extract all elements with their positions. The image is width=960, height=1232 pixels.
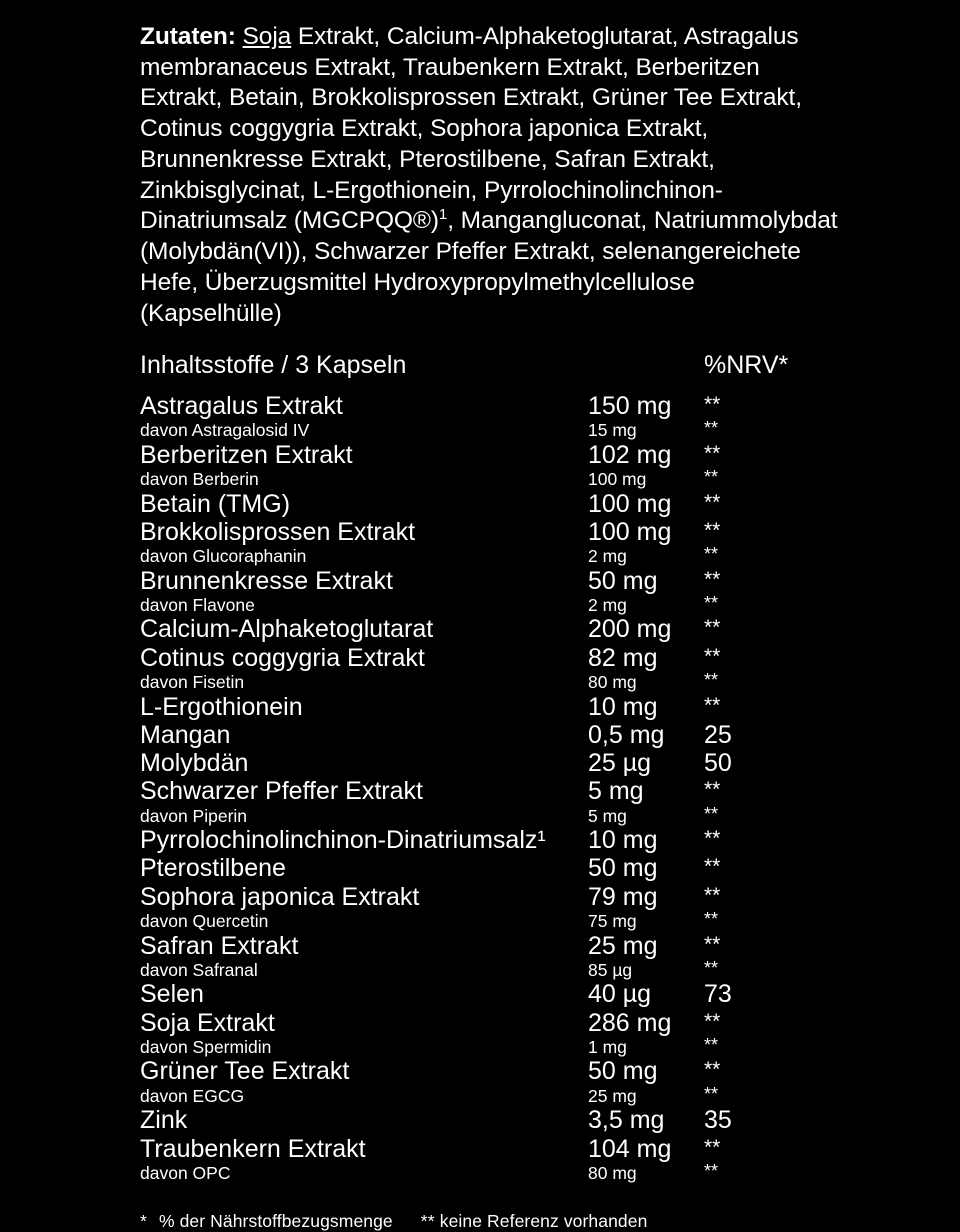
table-cell-amount: 80 mg xyxy=(588,671,637,692)
footnote-marker-1: * xyxy=(140,1211,147,1232)
table-row xyxy=(140,1057,800,1085)
footnote-text-1: % der Nährstoffbezugsmenge xyxy=(158,1211,393,1232)
table-cell-name: Soja Extrakt xyxy=(140,1008,275,1037)
table-cell-name: davon Fisetin xyxy=(140,671,245,692)
footnote-text-2: keine Referenz vorhanden xyxy=(439,1211,648,1232)
footnote-marker-2: ** xyxy=(420,1211,435,1232)
table-row xyxy=(140,441,800,469)
table-row xyxy=(140,1034,800,1058)
table-row xyxy=(140,1083,800,1107)
table-cell-name: Zink xyxy=(140,1106,188,1135)
ingredients-footnote-marker: 1 xyxy=(438,206,448,224)
table-row xyxy=(140,592,800,616)
table-row xyxy=(140,957,800,981)
table-cell-nrv: ** xyxy=(704,644,721,668)
table-cell-amount: 3,5 mg xyxy=(588,1106,665,1135)
table-cell-name: Schwarzer Pfeffer Extrakt xyxy=(140,777,423,806)
ingredients-paragraph xyxy=(140,22,840,329)
table-cell-amount: 75 mg xyxy=(588,910,637,931)
table-row xyxy=(140,1135,800,1163)
table-cell-name: davon Piperin xyxy=(140,805,248,826)
table-cell-amount: 2 mg xyxy=(588,594,627,615)
table-cell-name: Brunnenkresse Extrakt xyxy=(140,566,393,595)
table-cell-amount: 286 mg xyxy=(588,1008,672,1037)
table-cell-name: Mangan xyxy=(140,720,231,749)
table-cell-amount: 102 mg xyxy=(588,440,672,469)
table-cell-name: Astragalus Extrakt xyxy=(140,391,343,420)
table-cell-amount: 79 mg xyxy=(588,882,658,911)
table-cell-amount: 25 µg xyxy=(588,749,652,778)
table-cell-nrv: ** xyxy=(704,957,719,978)
table-cell-name: Sophora japonica Extrakt xyxy=(140,882,420,911)
table-row xyxy=(140,615,800,643)
table-row xyxy=(140,567,800,595)
table-cell-nrv: ** xyxy=(704,932,721,956)
table-cell-nrv: ** xyxy=(704,518,721,542)
table-cell-name: davon EGCG xyxy=(140,1085,245,1106)
table-cell-name: Cotinus coggygria Extrakt xyxy=(140,643,425,672)
ingredients-first-underlined: Soja xyxy=(242,23,292,50)
table-cell-nrv: ** xyxy=(704,567,721,591)
table-row xyxy=(140,854,800,882)
table-cell-nrv: ** xyxy=(704,1160,719,1181)
table-cell-amount: 82 mg xyxy=(588,643,658,672)
table-header-name: Inhaltsstoffe / 3 Kapseln xyxy=(140,351,407,380)
table-cell-nrv: 50 xyxy=(704,749,732,778)
table-cell-name: davon Flavone xyxy=(140,594,255,615)
table-cell-name: Traubenkern Extrakt xyxy=(140,1134,366,1163)
table-cell-amount: 85 µg xyxy=(588,959,633,980)
table-cell-amount: 150 mg xyxy=(588,391,672,420)
table-cell-name: Selen xyxy=(140,980,204,1009)
table-cell-amount: 100 mg xyxy=(588,489,672,518)
table-cell-nrv: ** xyxy=(704,1083,719,1104)
table-cell-nrv: ** xyxy=(704,441,721,465)
table-cell-name: davon OPC xyxy=(140,1162,231,1183)
table-cell-amount: 50 mg xyxy=(588,854,658,883)
table-cell-amount: 10 mg xyxy=(588,826,658,855)
table-cell-nrv: ** xyxy=(704,1034,719,1055)
table-cell-nrv: ** xyxy=(704,616,721,640)
table-row xyxy=(140,392,800,420)
nutrition-table xyxy=(140,347,800,1183)
table-cell-amount: 1 mg xyxy=(588,1036,627,1057)
table-cell-name: Pyrrolochinolinchinon-Dinatriumsalz¹ xyxy=(140,826,546,855)
table-cell-amount: 2 mg xyxy=(588,546,627,567)
ingredients-body-after: , Mangangluconat, Natriummolybdat (Molybdän(VI)), Schwarzer Pfeffer Extrakt, selenangereichete Hefe, Überzugsmittel Hydroxypropylmethylcellulose (Kapselhülle) xyxy=(140,207,838,327)
table-cell-amount: 10 mg xyxy=(588,692,658,721)
table-cell-amount: 5 mg xyxy=(588,777,644,806)
table-cell-nrv: 73 xyxy=(704,980,732,1009)
table-cell-nrv: ** xyxy=(704,1009,721,1033)
table-cell-nrv: ** xyxy=(704,466,719,487)
table-cell-name: Calcium-Alphaketoglutarat xyxy=(140,615,434,644)
table-row xyxy=(140,1160,800,1184)
table-cell-amount: 15 mg xyxy=(588,420,637,441)
table-row xyxy=(140,777,800,805)
table-cell-amount: 100 mg xyxy=(588,468,647,489)
ingredients-label: Zutaten: xyxy=(140,23,236,50)
table-row xyxy=(140,1009,800,1037)
table-row xyxy=(140,466,800,490)
table-cell-name: Molybdän xyxy=(140,749,249,778)
table-cell-nrv: ** xyxy=(704,418,719,439)
table-cell-nrv: ** xyxy=(704,908,719,929)
table-header-nrv: %NRV* xyxy=(704,351,789,380)
table-row xyxy=(140,644,800,672)
table-header-row xyxy=(140,347,800,385)
table-row xyxy=(140,420,800,441)
table-cell-name: Safran Extrakt xyxy=(140,931,299,960)
footnote-double-star xyxy=(421,1211,648,1232)
footnotes xyxy=(140,1211,860,1232)
table-cell-amount: 0,5 mg xyxy=(588,720,665,749)
table-row xyxy=(140,803,800,827)
table-cell-amount: 80 mg xyxy=(588,1162,637,1183)
table-row xyxy=(140,693,800,721)
table-cell-nrv: ** xyxy=(704,693,721,717)
table-cell-name: Grüner Tee Extrakt xyxy=(140,1057,350,1086)
table-row xyxy=(140,669,800,693)
table-row xyxy=(140,721,800,749)
table-cell-nrv: ** xyxy=(704,803,719,824)
table-cell-name: davon Astragalosid IV xyxy=(140,420,310,441)
table-cell-nrv: ** xyxy=(704,855,721,879)
table-cell-nrv: ** xyxy=(704,392,721,416)
table-cell-nrv: ** xyxy=(704,1135,721,1159)
table-row xyxy=(140,908,800,932)
table-cell-name: Betain (TMG) xyxy=(140,489,291,518)
table-cell-amount: 50 mg xyxy=(588,1057,658,1086)
table-row xyxy=(140,826,800,854)
table-cell-name: davon Glucoraphanin xyxy=(140,546,307,567)
table-cell-name: davon Berberin xyxy=(140,468,259,489)
table-cell-amount: 104 mg xyxy=(588,1134,672,1163)
table-cell-name: davon Quercetin xyxy=(140,910,269,931)
table-cell-nrv: ** xyxy=(704,827,721,851)
table-row xyxy=(140,518,800,546)
table-row xyxy=(140,490,800,518)
table-cell-amount: 25 mg xyxy=(588,1085,637,1106)
table-cell-amount: 200 mg xyxy=(588,615,672,644)
table-cell-name: davon Spermidin xyxy=(140,1036,272,1057)
table-cell-nrv: ** xyxy=(704,592,719,613)
table-cell-name: L-Ergothionein xyxy=(140,692,303,721)
table-cell-nrv: ** xyxy=(704,1058,721,1082)
table-cell-nrv: 25 xyxy=(704,720,732,749)
footnote-single-star xyxy=(140,1211,393,1232)
table-cell-nrv: ** xyxy=(704,490,721,514)
table-cell-amount: 25 mg xyxy=(588,931,658,960)
table-row xyxy=(140,749,800,777)
table-cell-name: Berberitzen Extrakt xyxy=(140,440,353,469)
table-row xyxy=(140,980,800,1008)
table-body xyxy=(140,392,800,1184)
table-cell-name: davon Safranal xyxy=(140,959,258,980)
table-cell-nrv: ** xyxy=(704,669,719,690)
table-row xyxy=(140,932,800,960)
table-cell-nrv: ** xyxy=(704,544,719,565)
table-cell-amount: 50 mg xyxy=(588,566,658,595)
table-row xyxy=(140,546,800,567)
table-row xyxy=(140,883,800,911)
table-cell-nrv: 35 xyxy=(704,1106,732,1135)
table-cell-amount: 5 mg xyxy=(588,805,627,826)
table-cell-amount: 40 µg xyxy=(588,980,652,1009)
table-cell-name: Pterostilbene xyxy=(140,854,286,883)
table-row xyxy=(140,1106,800,1134)
ingredients-body: Extrakt, Calcium-Alphaketoglutarat, Astragalus membranaceus Extrakt, Traubenkern Extrakt, Berberitzen Extrakt, Betain, Brokkolisprossen Extrakt, Grüner Tee Extrakt, Cotinus coggygria Extrakt, Sophora japonica Extrakt, Brunnenkresse Extrakt, Pterostilbene, Safran Extrakt, Zinkbisglycinat, L-Ergothionein, Pyrrolochinolinchinon-Dinatriumsalz (MGCPQQ®) xyxy=(140,23,802,235)
table-cell-name: Brokkolisprossen Extrakt xyxy=(140,517,416,546)
table-cell-amount: 100 mg xyxy=(588,517,672,546)
table-cell-nrv: ** xyxy=(704,883,721,907)
table-cell-nrv: ** xyxy=(704,778,721,802)
